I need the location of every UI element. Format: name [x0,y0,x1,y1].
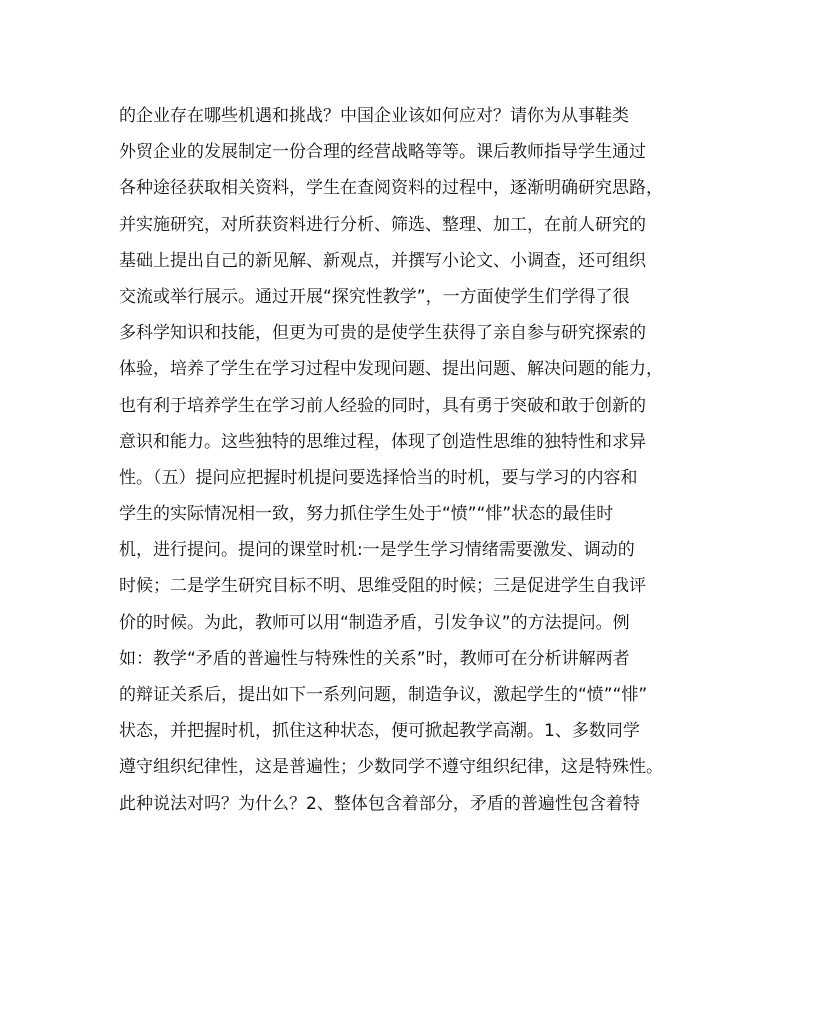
text-line: 时候；二是学生研究目标不明、思维受阻的时候；三是促进学生自我评 [119,576,646,597]
body-text [119,98,699,822]
text-line: 如：教学“矛盾的普遍性与特殊性的关系”时，教师可在分析讲解两者 [119,648,630,669]
text-line: 性。（五）提问应把握时机提问要选择恰当的时机，要与学习的内容和 [119,467,638,488]
text-line: 各种途径获取相关资料，学生在查阅资料的过程中，逐渐明确研究思路， [119,178,663,199]
text-line: 价的时候。为此，教师可以用“制造矛盾，引发争议”的方法提问。例 [119,612,630,633]
text-line: 交流或举行展示。通过开展“探究性教学”，一方面使学生们学得了很 [119,286,630,307]
text-line: 基础上提出自己的新见解、新观点，并撰写小论文、小调查，还可组织 [119,250,646,271]
text-line: 的辩证关系后，提出如下一系列问题，制造争议，激起学生的“愤”“悱” [119,685,648,705]
text-line: 体验，培养了学生在学习过程中发现问题、提出问题、解决问题的能力， [119,359,663,380]
text-line: 状态，并把握时机，抓住这种状态，便可掀起教学高潮。1、多数同学 [119,721,640,742]
text-line: 也有利于培养学生在学习前人经验的同时，具有勇于突破和敢于创新的 [119,395,646,416]
text-line: 并实施研究，对所获资料进行分析、筛选、整理、加工，在前人研究的 [119,214,646,235]
text-line: 的企业存在哪些机遇和挑战？中国企业该如何应对？请你为从事鞋类 [119,106,629,126]
text-line: 学生的实际情况相一致，努力抓住学生处于“愤”“悱”状态的最佳时 [119,504,614,525]
text-line: 多科学知识和技能，但更为可贵的是使学生获得了亲自参与研究探索的 [119,323,646,344]
text-line: 遵守组织纪律性，这是普遍性；少数同学不遵守组织纪律，这是特殊性。 [119,757,663,778]
text-line: 意识和能力。这些独特的思维过程，体现了创造性思维的独特性和求异 [119,431,646,452]
text-line: 外贸企业的发展制定一份合理的经营战略等等。课后教师指导学生通过 [119,142,646,163]
text-line: 此种说法对吗？为什么？2、整体包含着部分，矛盾的普遍性包含着特 [119,793,640,814]
text-line: 机，进行提问。提问的课堂时机:一是学生学习情绪需要激发、调动的 [119,540,635,561]
